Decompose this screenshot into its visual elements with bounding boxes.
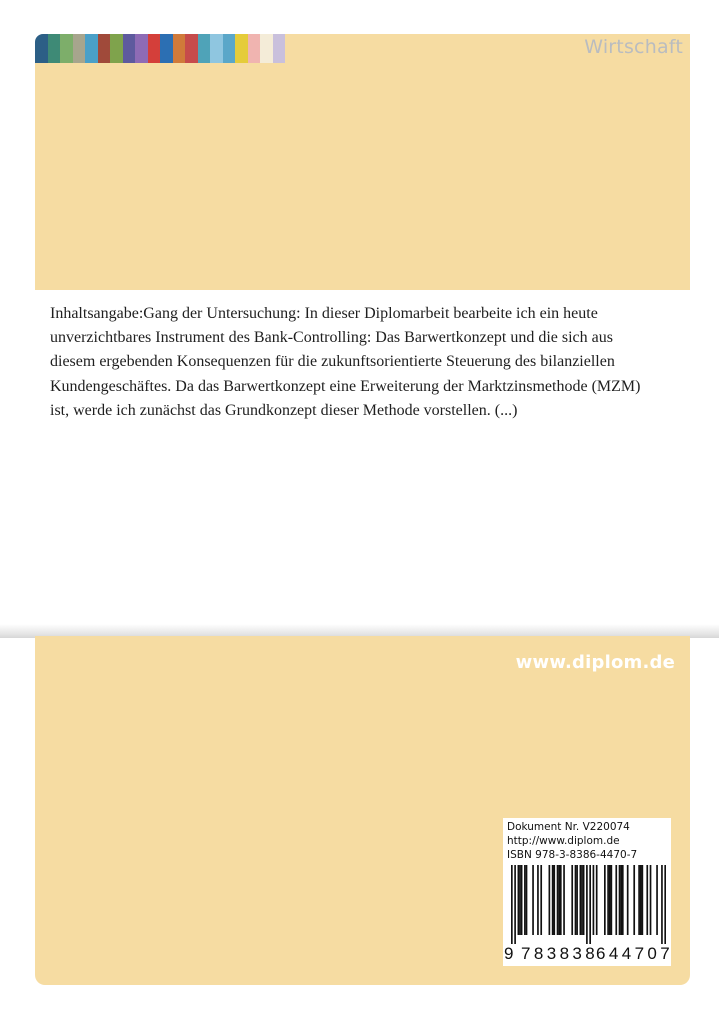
barcode-bar [519,865,521,935]
barcode-guard-bar [511,865,513,944]
stripe-20 [273,34,286,63]
stripe-2 [48,34,61,63]
stripe-7 [110,34,123,63]
barcode-box [503,818,674,966]
stripe-3 [60,34,73,63]
barcode-bar [596,865,598,935]
barcode-bar [622,865,624,935]
barcode-bar [593,865,595,935]
barcode-guard-bar [586,865,588,944]
barcode-bar [560,865,562,935]
cover-top-panel [35,34,690,290]
barcode-bar [583,865,585,935]
color-stripe-bar [35,34,285,63]
barcode-bar [604,865,606,935]
barcode-bar [581,865,583,935]
abstract-text: Inhaltsangabe:Gang der Untersuchung: In dieser Diplomarbeit bearbeite ich ein heute unverzichtbares Instrument des Bank-Controlling: Das Barwertkonzept und die sich aus diesem ergebenden Konsequenzen für die zukunftsorientierte Steuerung des bilanziellen Kundengeschäftes. Da das Barwertkonzept eine Erweiterung der Marktzinsmethode (MZM) ist, werde ich zunächst das Grundkonzept dieser Methode vorstellen. (...) [50,305,641,419]
stripe-10 [148,34,161,63]
barcode-bar [518,865,520,935]
barcode-bar [557,865,559,935]
barcode-bar [524,865,526,935]
barcode-guard-bar [589,865,591,944]
barcode-bar [549,865,551,935]
barcode-bar [558,865,560,935]
barcode-bar [640,865,642,935]
barcode-digits [504,944,674,964]
barcode-digits-right: 644707 [596,944,674,963]
barcode-bar [619,865,621,935]
barcode-bar [638,865,640,935]
stripe-16 [223,34,236,63]
barcode-bar [615,865,617,935]
isbn-number: ISBN 978-3-8386-4470-7 [507,849,638,861]
barcode-bar [620,865,622,935]
stripe-12 [173,34,186,63]
publisher-site-link[interactable]: www.diplom.de [515,652,675,673]
barcode-bar [646,865,648,935]
barcode-bar [571,865,573,935]
stripe-6 [98,34,111,63]
barcode-bar [633,865,635,935]
document-url: http://www.diplom.de [507,835,620,847]
barcode-bar [552,865,554,935]
barcode-bar [656,865,658,935]
stripe-11 [160,34,173,63]
stripe-8 [123,34,136,63]
barcode-digits-left: 783838 [521,944,599,963]
barcode-guard-bar [664,865,666,944]
barcode-digit-first: 9 [504,944,514,963]
stripe-15 [210,34,223,63]
document-number: Dokument Nr. V220074 [507,821,630,833]
barcode-guard-bar [514,865,516,944]
barcode-bar [580,865,582,935]
stripe-18 [248,34,261,63]
barcode-bar [650,865,652,935]
barcode-bar [642,865,644,935]
barcode-bar [575,865,577,935]
barcode-bar [563,865,565,935]
barcode-bar [537,865,539,935]
stripe-9 [135,34,148,63]
stripe-4 [73,34,86,63]
stripe-17 [235,34,248,63]
barcode-bar [627,865,629,935]
stripe-1 [35,34,48,63]
stripe-19 [260,34,273,63]
category-label: Wirtschaft [584,36,683,58]
barcode-bar [607,865,609,935]
barcode-bar [576,865,578,935]
barcode-bar [611,865,613,935]
barcode-bar [609,865,611,935]
barcode-image [511,865,666,944]
barcode-bar [540,865,542,935]
stripe-14 [198,34,211,63]
barcode-guard-bar [661,865,663,944]
barcode-bar [553,865,555,935]
barcode-bar [521,865,523,935]
stripe-13 [185,34,198,63]
barcode-bar [526,865,528,935]
stripe-5 [85,34,98,63]
barcode-bar [532,865,534,935]
